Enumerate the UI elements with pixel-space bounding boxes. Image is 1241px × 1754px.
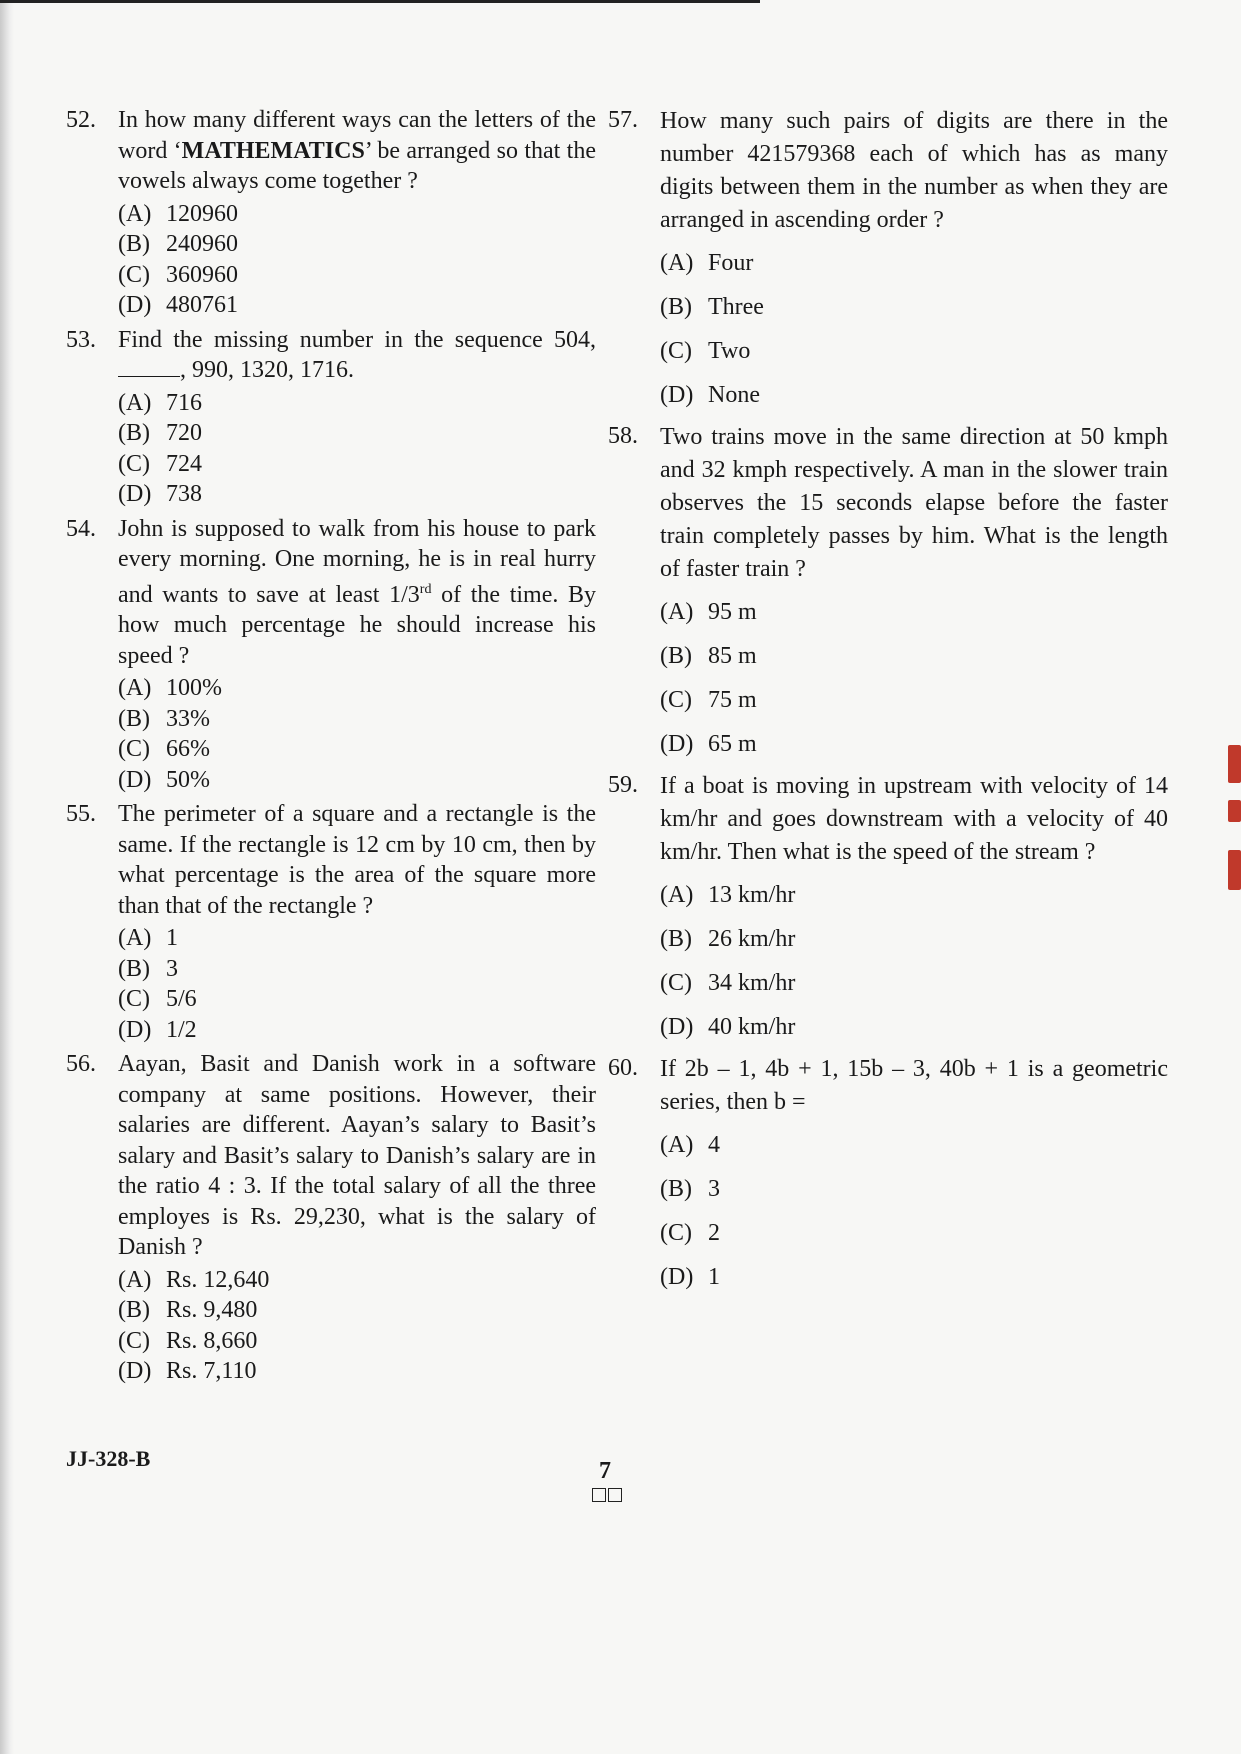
option-value: 716 [166,389,202,416]
option-label: (D) [118,481,152,507]
option-value: 95 m [708,599,757,625]
option-label: (B) [660,643,692,669]
option-value: 720 [166,420,202,446]
option-label: (A) [118,1266,152,1293]
option-label: (C) [660,687,692,713]
question-text: How many such pairs of digits are there in the number 421579368 each of which has as many digits between them in the number as when they are arranged in ascending order ? [660,108,1168,233]
option-label: (C) [660,338,692,364]
option-list [118,673,596,795]
question-number: 55. [66,801,96,827]
question-52 [66,105,596,321]
option[interactable] [118,765,596,796]
option-value: 3 [166,955,178,982]
option[interactable] [660,722,1168,766]
top-rule [0,0,760,3]
option-label: (B) [118,955,150,982]
option-value: 1 [708,1264,720,1290]
question-60 [608,1053,1168,1299]
box-icon [592,1488,606,1502]
option-label: (C) [118,1327,150,1354]
question-number: 60. [608,1055,638,1081]
question-54 [66,514,596,796]
option[interactable] [118,290,596,321]
option-value: None [708,382,760,408]
option-value: Rs. 7,110 [166,1358,257,1384]
option-label: (C) [118,261,150,288]
question-text: Two trains move in the same direction at 50 kmph and 32 kmph respectively. A man in the slower train observes the 15 seconds elapse before the faster train completely passes by him. What is the length of faster train ? [660,424,1168,582]
option-list [118,923,596,1045]
option-list [660,1123,1168,1299]
option-label: (B) [660,1176,692,1202]
option[interactable] [660,590,1168,634]
question-53 [66,325,596,510]
question-text: Aayan, Basit and Danish work in a software company at same positions. However, their salaries are different. Aayan’s salary to Basit’s salary and Basit’s salary to Danish’s salary are in the ratio 4 : 3. If the total salary of all the three employes is Rs. 29,230, what is the salary of Danish ? [118,1051,596,1260]
option-value: 240960 [166,231,238,257]
question-text-part: of the time. By how much percentage he should increase his speed ? [118,581,596,669]
option-value: Rs. 8,660 [166,1327,258,1354]
option-list [118,388,596,510]
option-value: Three [708,294,764,320]
blank-line [118,356,180,377]
option-label: (A) [118,675,152,701]
option[interactable] [118,704,596,735]
option-list [660,590,1168,766]
page-number: 7 [599,1458,611,1484]
option[interactable] [118,923,596,954]
question-text-part: ’ be arranged so that the vowels always come together ? [118,137,596,194]
edge-mark [1228,745,1241,783]
question-text: The perimeter of a square and a rectangle is the same. If the rectangle is 12 cm by 10 cm, then by what percentage is the area of the square more than that of the rectangle ? [118,801,596,919]
question-55 [66,799,596,1045]
option[interactable] [118,1265,596,1296]
question-57 [608,105,1168,417]
option-value: 40 km/hr [708,1014,796,1040]
option-label: (C) [118,450,150,477]
question-text-part: Find the missing number in the sequence 504, [118,326,596,353]
option-value: 480761 [166,292,238,318]
option[interactable] [118,229,596,260]
option[interactable] [118,388,596,419]
option[interactable] [118,1326,596,1357]
right-column [608,105,1168,1303]
option-list [660,241,1168,417]
question-56 [66,1049,596,1387]
option-value: 13 km/hr [708,882,796,908]
superscript: rd [419,581,432,597]
option-value: 3 [708,1176,720,1202]
option-value: 50% [166,766,210,793]
option[interactable] [118,1015,596,1046]
option-label: (A) [118,200,152,227]
option[interactable] [118,954,596,985]
option-list [118,199,596,321]
option-value: 2 [708,1220,720,1246]
option-label: (A) [660,1132,694,1158]
option-value: 66% [166,736,210,762]
option[interactable] [660,917,1168,961]
question-number: 57. [608,107,638,133]
option-value: Two [708,338,751,364]
option-value: 26 km/hr [708,926,796,952]
option[interactable] [660,329,1168,373]
option[interactable] [660,1005,1168,1049]
option[interactable] [660,961,1168,1005]
option[interactable] [660,1123,1168,1167]
option[interactable] [660,373,1168,417]
option-label: (D) [660,1014,694,1040]
option-value: 1/2 [166,1016,197,1043]
page-boxes [592,1488,622,1502]
option[interactable] [660,241,1168,285]
question-number: 56. [66,1051,96,1077]
question-text-part: , 990, 1320, 1716. [180,357,354,383]
option-value: 120960 [166,200,238,227]
option-value: Four [708,250,754,276]
option-value: 34 km/hr [708,970,796,996]
question-text: If 2b – 1, 4b + 1, 15b – 3, 40b + 1 is a geometric series, then b = [660,1056,1168,1115]
option-label: (B) [118,1297,150,1323]
option-label: (C) [118,986,150,1012]
option-value: 360960 [166,261,238,288]
question-number: 59. [608,772,638,798]
option-value: 65 m [708,731,757,757]
option-label: (A) [118,925,152,951]
option-value: 33% [166,705,210,732]
option[interactable] [118,1295,596,1326]
option-value: 85 m [708,643,757,669]
option[interactable] [660,285,1168,329]
option-label: (D) [660,382,694,408]
edge-mark [1228,850,1241,890]
question-number: 54. [66,515,96,542]
question-text [118,105,596,197]
option-value: 100% [166,675,222,701]
paper-code: JJ-328-B [66,1446,151,1471]
option-label: (D) [118,292,152,318]
question-58 [608,421,1168,766]
option-label: (A) [118,389,152,416]
option-label: (B) [118,705,150,732]
option-label: (D) [118,1358,152,1384]
option[interactable] [660,1211,1168,1255]
option[interactable] [118,984,596,1015]
option-label: (B) [660,926,692,952]
option[interactable] [118,673,596,704]
question-number: 53. [66,326,96,353]
question-text [118,325,596,386]
option[interactable] [118,1356,596,1387]
option[interactable] [660,1167,1168,1211]
option-label: (A) [660,882,694,908]
option[interactable] [660,873,1168,917]
option-value: 5/6 [166,986,197,1012]
option-label: (C) [660,1220,692,1246]
question-59 [608,770,1168,1049]
option-label: (D) [660,731,694,757]
option-value: Rs. 12,640 [166,1266,270,1293]
option-value: 75 m [708,687,757,713]
question-text-part: In how many different ways can the letters of the word ‘ [118,107,596,164]
option-label: (D) [118,1016,152,1043]
question-text [118,514,596,672]
option[interactable] [660,678,1168,722]
option-list [660,873,1168,1049]
option-label: (C) [660,970,692,996]
option[interactable] [118,260,596,291]
question-text: If a boat is moving in upstream with velocity of 14 km/hr and goes downstream with a velocity of 40 km/hr. Then what is the speed of the stream ? [660,773,1168,865]
option[interactable] [118,418,596,449]
option-label: (D) [660,1264,694,1290]
question-number: 58. [608,423,638,449]
page-binding-edge [0,0,14,1754]
left-column [66,105,596,1391]
question-number: 52. [66,107,96,133]
option[interactable] [118,734,596,765]
question-keyword: MATHEMATICS [181,137,365,164]
option[interactable] [118,449,596,480]
option-label: (C) [118,736,150,762]
option-value: 1 [166,925,178,951]
edge-mark [1228,800,1241,822]
question-text-part: John is supposed to walk from his house to park every morning. One morning, he is in real hurry and wants to save at least 1/3 [118,515,596,608]
option-value: Rs. 9,480 [166,1297,258,1323]
option-label: (B) [660,294,692,320]
option-value: 724 [166,450,202,477]
option-label: (A) [660,599,694,625]
option-label: (B) [118,231,150,257]
option-label: (A) [660,250,694,276]
option-value: 738 [166,481,202,507]
option[interactable] [118,199,596,230]
option-list [118,1265,596,1387]
option[interactable] [660,1255,1168,1299]
option[interactable] [660,634,1168,678]
box-icon [608,1488,622,1502]
option-value: 4 [708,1132,720,1158]
option[interactable] [118,479,596,510]
option-label: (D) [118,766,152,793]
option-label: (B) [118,420,150,446]
